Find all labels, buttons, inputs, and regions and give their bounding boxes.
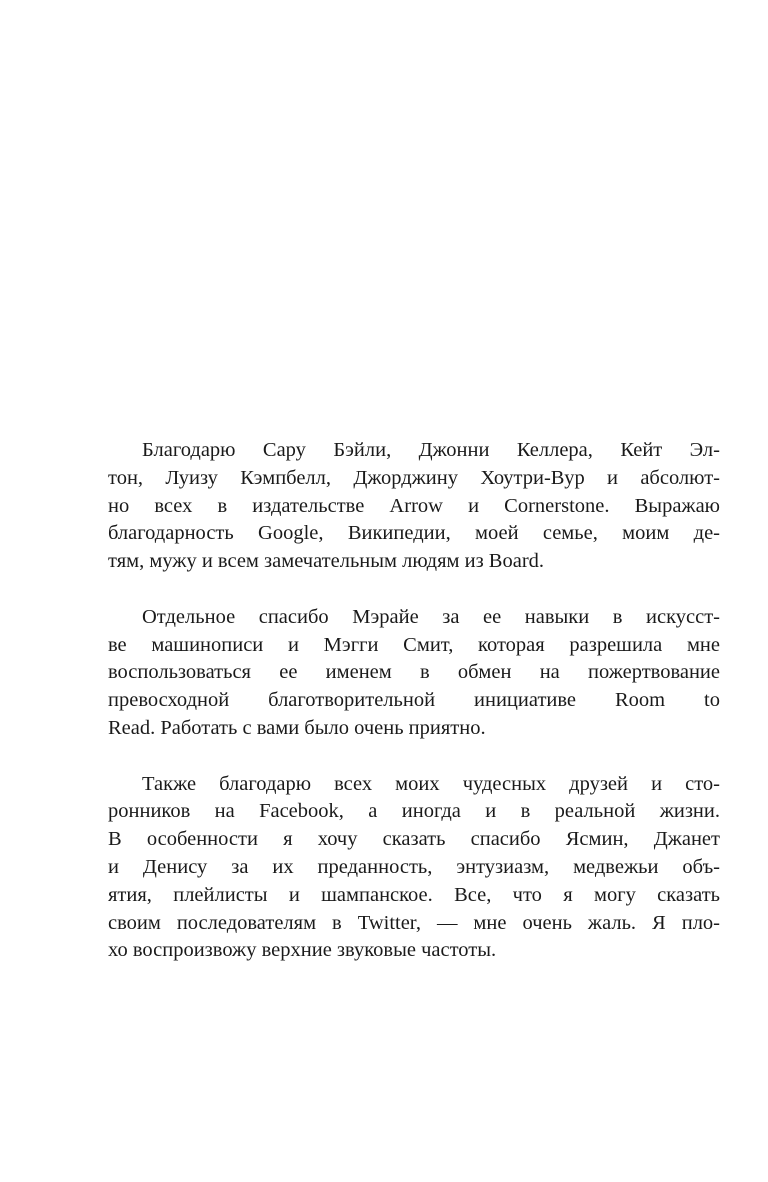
text-line: Read. Работать с вами было очень приятно. bbox=[108, 716, 486, 739]
text-line: тон, Луизу Кэмпбелл, Джорджину Хоутри-Вур и абсолют- bbox=[108, 466, 720, 489]
text-line: ятия, плейлисты и шампанское. Все, что я могу сказать bbox=[108, 883, 720, 906]
paragraph-3 bbox=[108, 771, 720, 966]
text-line: воспользоваться ее именем в обмен на пожертвование bbox=[108, 661, 720, 684]
text-line: ронников на Facebook, а иногда и в реальной жизни. bbox=[108, 800, 720, 823]
text-line: В особенности я хочу сказать спасибо Ясмин, Джанет bbox=[108, 828, 720, 851]
text-line: благодарность Google, Википедии, моей семье, моим де- bbox=[108, 522, 720, 545]
text-line: Отдельное спасибо Мэрайе за ее навыки в искусст- bbox=[142, 605, 720, 628]
text-line: хо воспроизвожу верхние звуковые частоты. bbox=[108, 939, 497, 962]
text-line: превосходной благотворительной инициативе Room to bbox=[108, 689, 720, 712]
paragraph-1 bbox=[108, 437, 720, 576]
text-line: Благодарю Сару Бэйли, Джонни Келлера, Кейт Эл- bbox=[142, 439, 720, 461]
text-line: тям, мужу и всем замечательным людям из Board. bbox=[108, 550, 545, 573]
text-line: и Денису за их преданность, энтузиазм, медвежьи объ- bbox=[108, 855, 720, 878]
text-line: ве машинописи и Мэгги Смит, которая разрешила мне bbox=[108, 633, 720, 656]
text-line: но всех в издательстве Arrow и Cornerstone. Выражаю bbox=[108, 494, 720, 517]
text-line: своим последователям в Twitter, — мне очень жаль. Я пло- bbox=[108, 911, 720, 934]
text-line: Также благодарю всех моих чудесных друзей и сто- bbox=[142, 772, 720, 795]
acknowledgements-text bbox=[108, 437, 720, 965]
paragraph-2 bbox=[108, 604, 720, 743]
